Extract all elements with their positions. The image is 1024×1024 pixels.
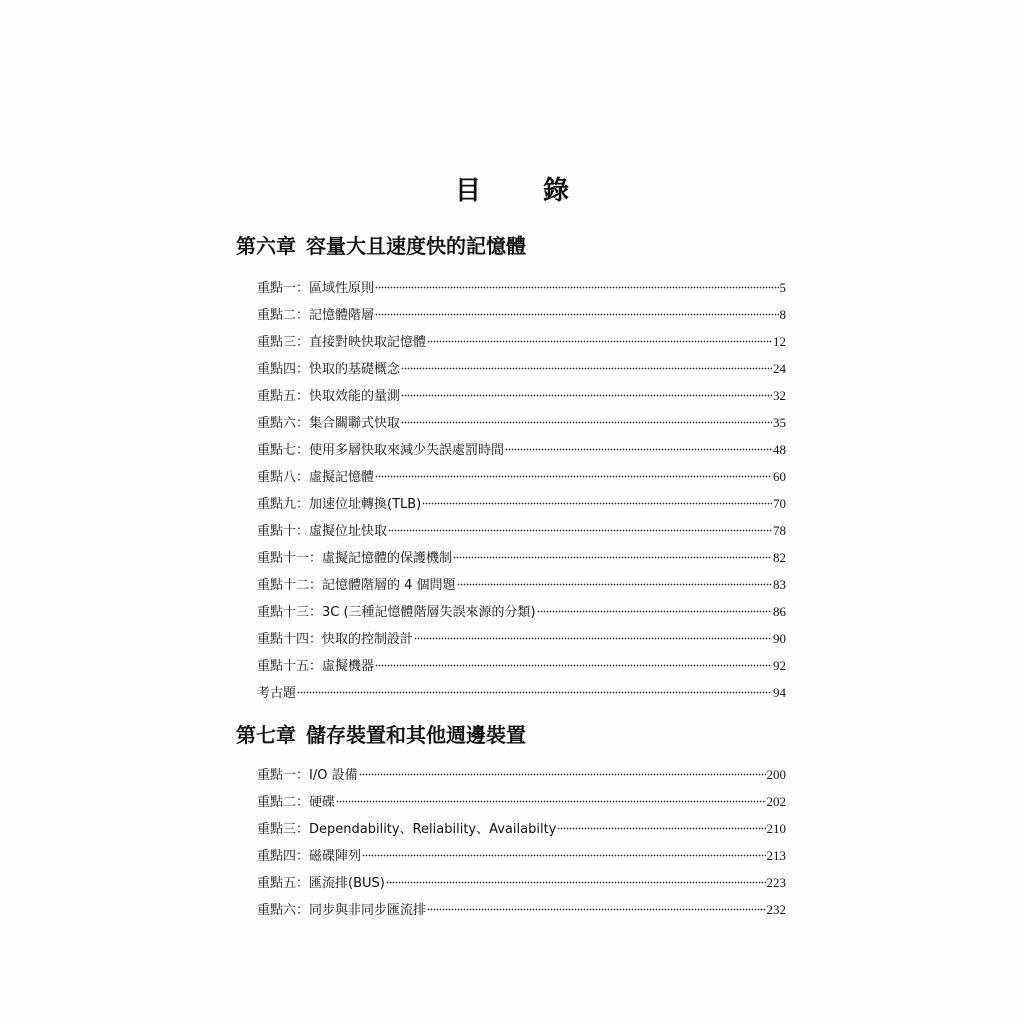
toc-entry-label: 重點七：使用多層快取來減少失誤處罰時間 xyxy=(257,443,505,458)
dot-leader xyxy=(336,800,765,803)
toc-entry-page: 213 xyxy=(766,848,786,863)
toc-entry xyxy=(257,896,786,923)
toc-entry-page: 94 xyxy=(773,685,786,700)
toc-entry-page: 232 xyxy=(766,902,786,917)
toc-entry-page: 202 xyxy=(766,794,786,809)
dot-leader xyxy=(414,637,772,640)
toc-entry xyxy=(257,463,786,490)
toc-entry xyxy=(257,815,786,842)
toc-entry-label: 重點四：磁碟陣列 xyxy=(257,849,362,864)
toc-entry-label: 重點二：硬碟 xyxy=(257,795,336,810)
dot-leader xyxy=(359,773,766,776)
dot-leader xyxy=(401,367,772,370)
toc-entry-label: 重點八：虛擬記憶體 xyxy=(257,470,375,485)
toc-entry-label: 重點三：直接對映快取記憶體 xyxy=(257,335,427,350)
dot-leader xyxy=(375,313,778,316)
toc-entry-page: 86 xyxy=(773,604,786,619)
toc-entry-page: 5 xyxy=(779,280,786,295)
dot-leader xyxy=(427,908,765,911)
page-title: 目 錄 xyxy=(454,176,587,206)
dot-leader xyxy=(401,394,772,397)
toc-entry-page: 78 xyxy=(773,523,786,538)
chapter-number: 第六章 xyxy=(236,234,296,258)
toc-entry-label: 重點五：匯流排(BUS) xyxy=(257,876,385,891)
toc-entry xyxy=(257,625,786,652)
toc-entry-label: 重點一：區域性原則 xyxy=(257,281,375,296)
dot-leader xyxy=(386,881,766,884)
toc-entry-page: 12 xyxy=(773,334,786,349)
toc-entry xyxy=(257,842,786,869)
toc-entry-page: 210 xyxy=(766,821,786,836)
toc-entry-page: 24 xyxy=(773,361,786,376)
dot-leader xyxy=(537,610,772,613)
chapter-7-entries xyxy=(257,761,786,923)
toc-entry-label: 重點十五：虛擬機器 xyxy=(257,659,375,674)
chapter-6-entries xyxy=(257,274,786,706)
toc-entry-page: 82 xyxy=(773,550,786,565)
chapter-name: 容量大且速度快的記憶體 xyxy=(306,234,526,258)
toc-entry xyxy=(257,788,786,815)
toc-entry-label: 重點六：集合關聯式快取 xyxy=(257,416,401,431)
chapter-6 xyxy=(236,233,796,259)
toc-entry-label: 重點十三：3C (三種記憶體階層失誤來源的分類) xyxy=(257,605,536,620)
toc-entry-label: 重點九：加速位址轉換(TLB) xyxy=(257,497,422,512)
toc-entry-label: 考古題 xyxy=(257,686,297,701)
toc-entry xyxy=(257,571,786,598)
toc-entry-page: 83 xyxy=(773,577,786,592)
dot-leader xyxy=(297,691,772,694)
toc-entry-page: 48 xyxy=(773,442,786,457)
chapter-7 xyxy=(236,722,796,748)
toc-entry-label: 重點三：Dependability、Reliability、Availabilty xyxy=(257,822,557,837)
dot-leader xyxy=(375,664,772,667)
toc-entry xyxy=(257,301,786,328)
toc-entry xyxy=(257,652,786,679)
toc-entry-page: 223 xyxy=(766,875,786,890)
toc-entry xyxy=(257,490,786,517)
toc-entry-label: 重點一：I/O 設備 xyxy=(257,768,358,783)
dot-leader xyxy=(557,827,765,830)
chapter-name: 儲存裝置和其他週邊裝置 xyxy=(306,723,526,747)
toc-entry xyxy=(257,274,786,301)
toc-entry xyxy=(257,598,786,625)
toc-entry xyxy=(257,436,786,463)
dot-leader xyxy=(375,475,772,478)
dot-leader xyxy=(505,448,772,451)
toc-entry-page: 200 xyxy=(766,767,786,782)
toc-entry xyxy=(257,409,786,436)
dot-leader xyxy=(375,286,778,289)
dot-leader xyxy=(388,529,772,532)
toc-entry-page: 32 xyxy=(773,388,786,403)
toc-entry-label: 重點十四：快取的控制設計 xyxy=(257,632,414,647)
toc-entry-page: 70 xyxy=(773,496,786,511)
toc-entry-label: 重點十：虛擬位址快取 xyxy=(257,524,388,539)
toc-entry xyxy=(257,761,786,788)
toc-entry xyxy=(257,328,786,355)
toc-entry-label: 重點十二：記憶體階層的 4 個問題 xyxy=(257,578,456,593)
dot-leader xyxy=(362,854,765,857)
toc-entry xyxy=(257,679,786,706)
chapter-number: 第七章 xyxy=(236,723,296,747)
chapter-title xyxy=(236,233,796,259)
dot-leader xyxy=(427,340,772,343)
dot-leader xyxy=(401,421,772,424)
toc-entry-label: 重點四：快取的基礎概念 xyxy=(257,362,401,377)
toc-entry-label: 重點五：快取效能的量測 xyxy=(257,389,401,404)
toc-entry xyxy=(257,517,786,544)
toc-entry xyxy=(257,355,786,382)
toc-entry xyxy=(257,869,786,896)
toc-entry-page: 92 xyxy=(773,658,786,673)
toc-entry-label: 重點六：同步與非同步匯流排 xyxy=(257,903,427,918)
chapter-title xyxy=(236,722,796,748)
toc-entry-label: 重點二：記憶體階層 xyxy=(257,308,375,323)
toc-entry-page: 60 xyxy=(773,469,786,484)
toc-entry-page: 90 xyxy=(773,631,786,646)
dot-leader xyxy=(453,556,772,559)
toc-entry-page: 35 xyxy=(773,415,786,430)
dot-leader xyxy=(422,502,772,505)
toc-entry-label: 重點十一：虛擬記憶體的保護機制 xyxy=(257,551,453,566)
toc-entry xyxy=(257,544,786,571)
dot-leader xyxy=(457,583,772,586)
toc-entry-page: 8 xyxy=(779,307,786,322)
toc-entry xyxy=(257,382,786,409)
